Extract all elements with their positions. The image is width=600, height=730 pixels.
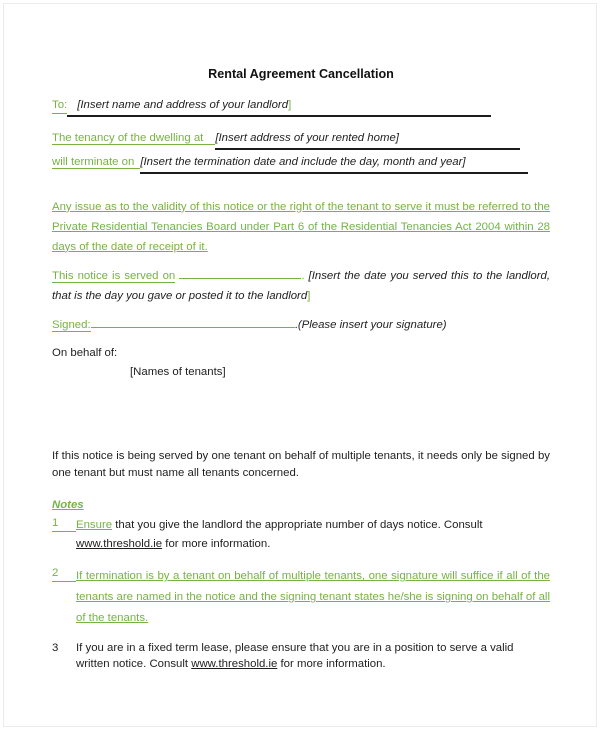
document-title: Rental Agreement Cancellation bbox=[208, 67, 394, 81]
note-item-2 bbox=[52, 566, 550, 629]
terminate-line bbox=[52, 155, 550, 174]
threshold-link-1[interactable]: www.threshold.ie bbox=[76, 537, 163, 550]
to-label: To: bbox=[52, 98, 67, 114]
signed-period: . bbox=[294, 318, 298, 331]
note-3-tail: for more information. bbox=[277, 658, 386, 671]
note-1-lead: Ensure bbox=[76, 519, 113, 532]
validity-clause: Any issue as to the validity of this notice or the right of the tenant to serve it must be referred to the Private Residential Tenancies Board under Part 6 of the Residential Tenancies Act 2004 within 28 days of the date of receipt of it. bbox=[52, 200, 550, 253]
note-3-text bbox=[76, 641, 550, 673]
single-signature-note: If this notice is being served by one tenant on behalf of multiple tenants, it needs only be signed by one tenant but must name all tenants concerned. bbox=[52, 450, 550, 480]
served-close-bracket: ] bbox=[307, 289, 311, 302]
note-3-body: If you are in a fixed term lease, please ensure that you are in a position to serve a valid written notice. Consult bbox=[76, 642, 514, 671]
rented-home-field[interactable] bbox=[215, 131, 520, 150]
to-line bbox=[52, 98, 550, 117]
note-1-number: 1 bbox=[52, 516, 76, 532]
note-2-number: 2 bbox=[52, 566, 76, 582]
threshold-link-2[interactable]: www.threshold.ie bbox=[191, 658, 278, 671]
served-label: This notice is served on bbox=[52, 269, 176, 282]
served-date-blank[interactable] bbox=[179, 268, 301, 279]
note-3-number: 3 bbox=[52, 642, 59, 655]
signed-label: Signed: bbox=[52, 318, 91, 331]
note-1-body: that you give the landlord the appropriate number of days notice. Consult bbox=[112, 519, 483, 532]
tenant-names-placeholder: [Names of tenants] bbox=[130, 366, 226, 379]
landlord-address-placeholder: [Insert name and address of your landlord bbox=[77, 99, 289, 112]
note-item-3 bbox=[52, 641, 550, 673]
served-paragraph bbox=[52, 267, 550, 307]
placeholder-close-bracket: ] bbox=[288, 99, 292, 112]
served-placeholder: [Insert the date you served this to the landlord, that is the day you gave or posted it to the landlord bbox=[52, 269, 550, 302]
tenancy-line bbox=[52, 131, 550, 150]
note-1-text bbox=[76, 516, 550, 553]
tenancy-label: The tenancy of the dwelling at bbox=[52, 132, 215, 145]
signature-blank[interactable] bbox=[91, 317, 295, 328]
signed-line bbox=[52, 317, 550, 333]
on-behalf-label: On behalf of: bbox=[52, 347, 118, 360]
signature-hint: (Please insert your signature) bbox=[297, 318, 447, 331]
terminate-label: will terminate on bbox=[52, 156, 140, 169]
note-item-1 bbox=[52, 516, 550, 553]
notes-heading: Notes bbox=[52, 499, 84, 512]
note-1-tail: for more information. bbox=[162, 537, 271, 550]
rented-home-placeholder: [Insert address of your rented home] bbox=[215, 132, 399, 145]
document-content bbox=[52, 66, 550, 673]
termination-date-field[interactable] bbox=[140, 155, 528, 174]
landlord-address-field[interactable] bbox=[67, 98, 491, 117]
note-2-text: If termination is by a tenant on behalf of multiple tenants, one signature will suffice if all of the tenants are named in the notice and the signing tenant states he/she is signing on behalf of all of the tenants. bbox=[76, 570, 550, 625]
termination-date-placeholder: [Insert the termination date and include the day, month and year] bbox=[140, 156, 466, 169]
served-period: . bbox=[301, 269, 305, 282]
